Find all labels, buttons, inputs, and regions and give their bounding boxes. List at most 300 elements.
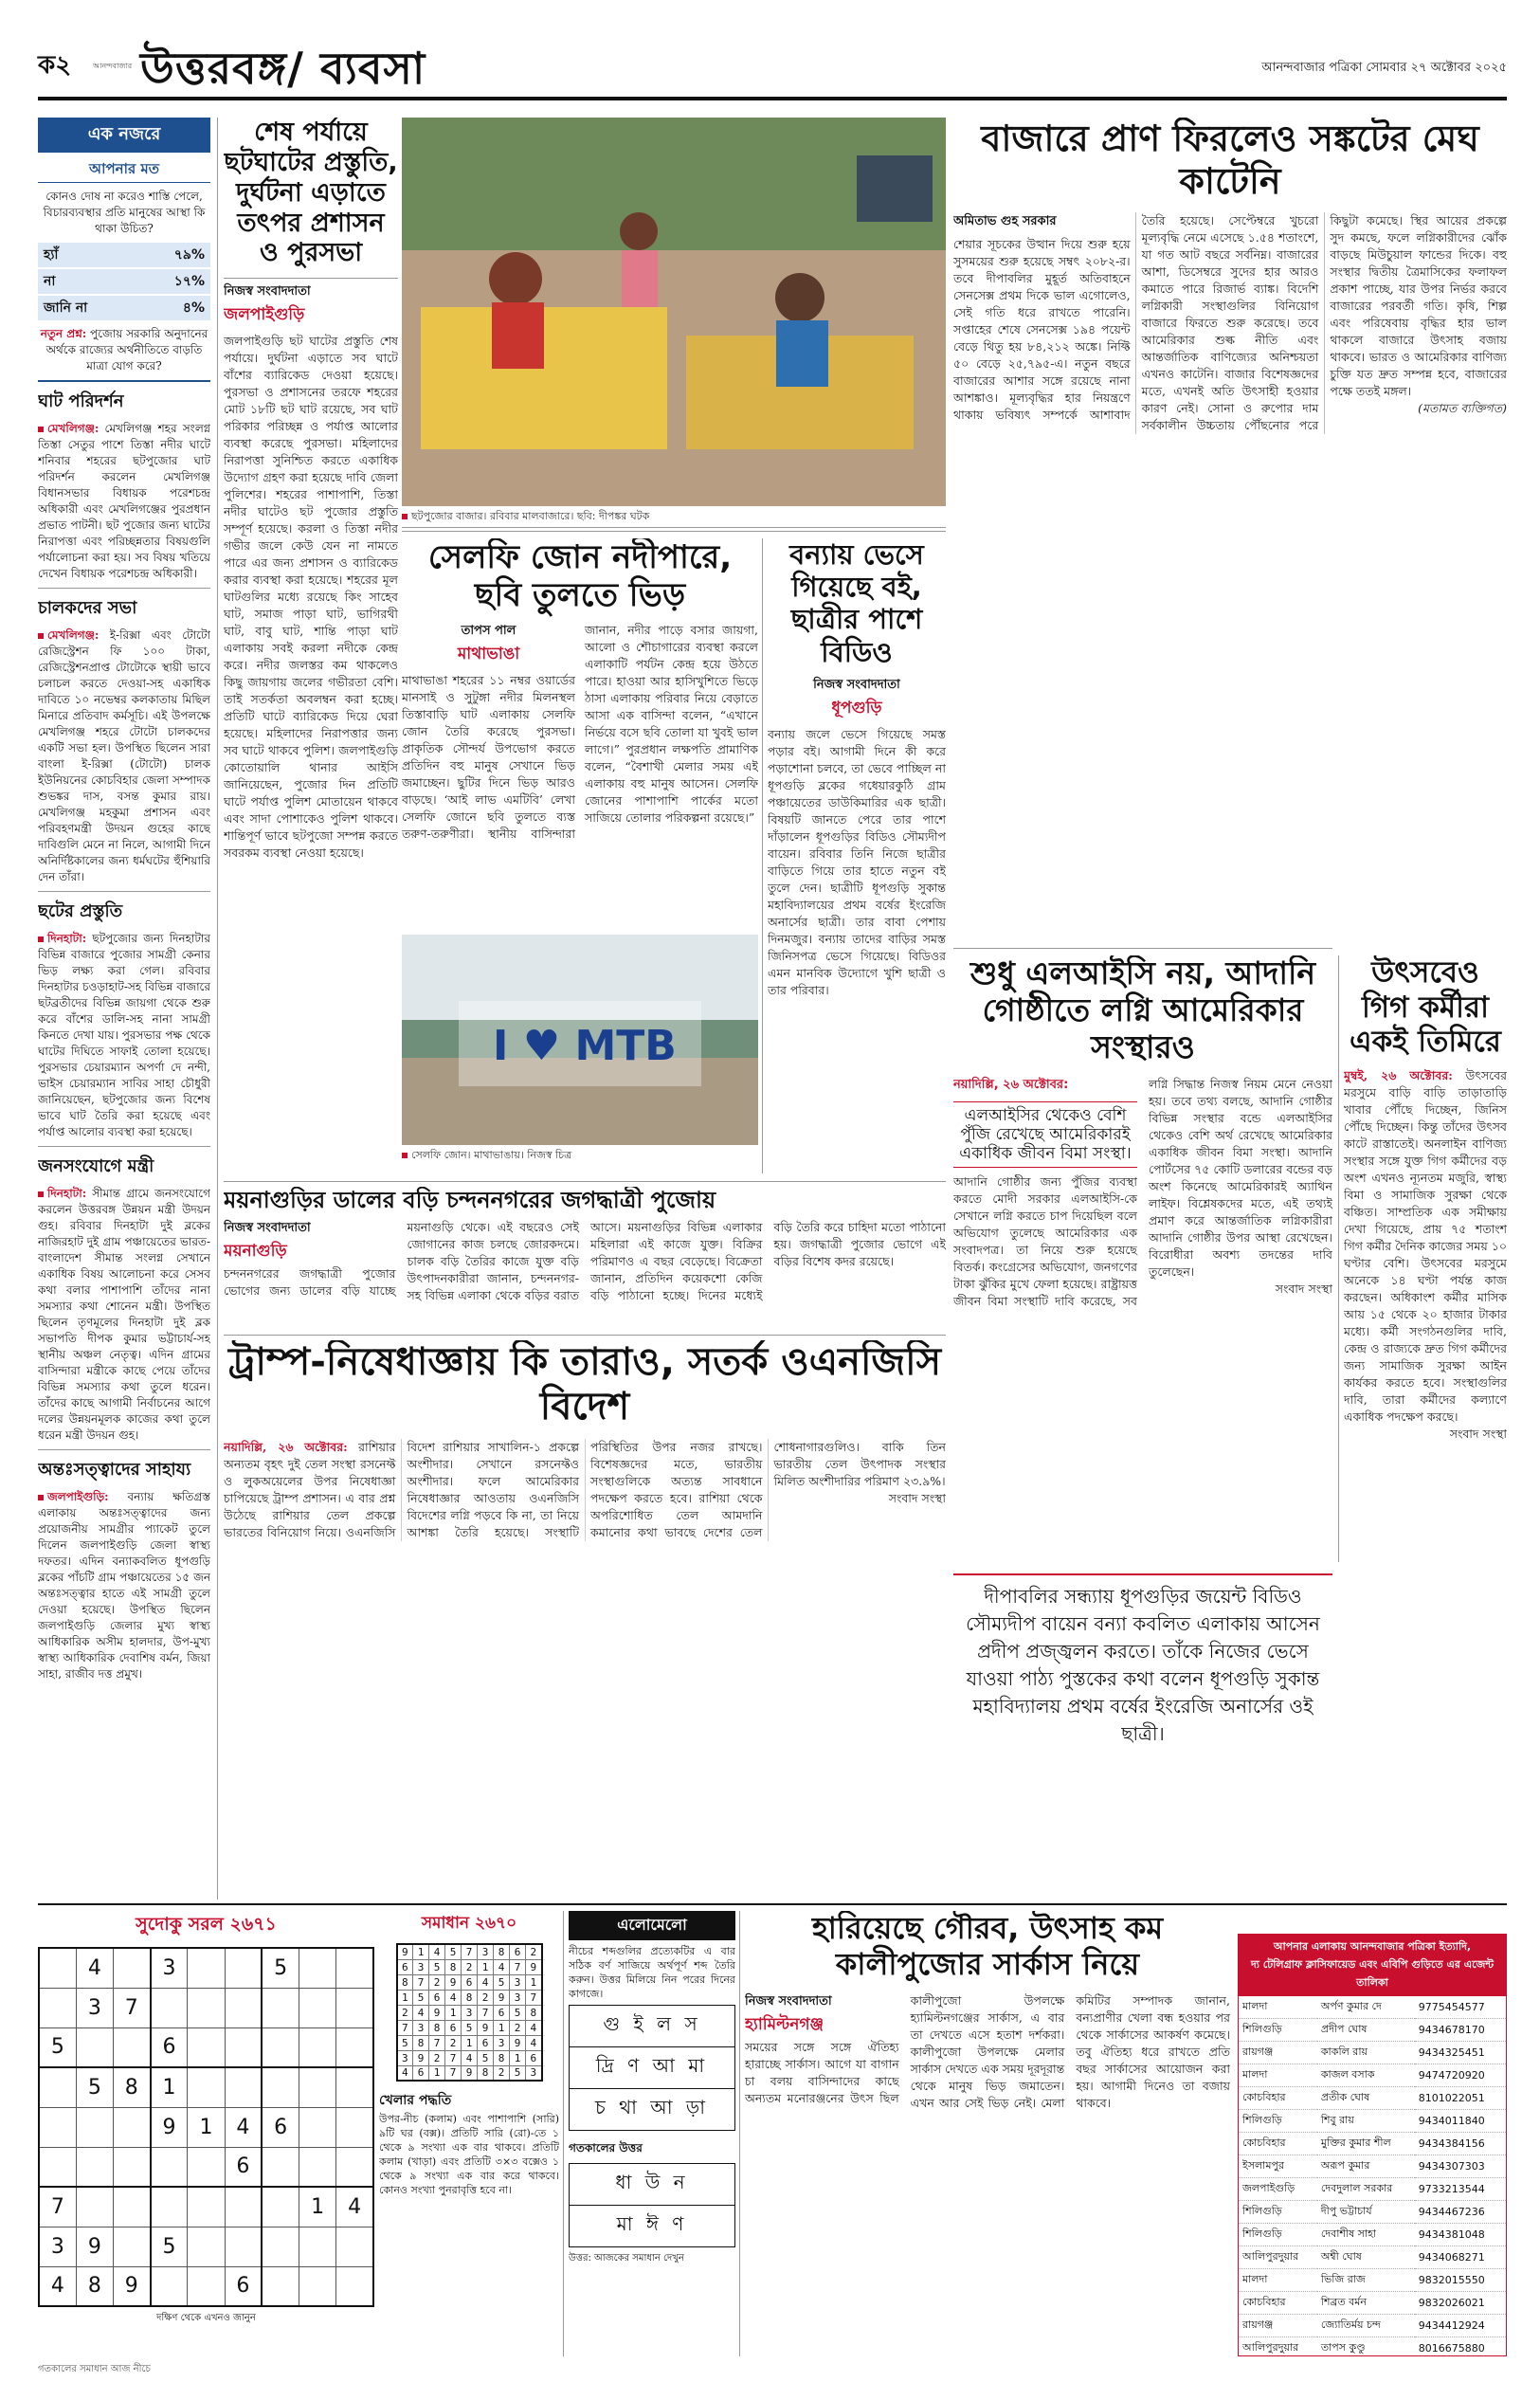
bazar-body-cols <box>953 212 1507 434</box>
sidebar-item: চালকদের সভা মেখলিগঞ্জ: ই-রিক্সা এবং টোটো রেজিস্ট্রেশন ফি ১০০ টাকা, রেজিস্ট্রেশনপ্রাপ্ত টোটোকে স্থায়ী ভাবে চলাচল করতে দেওয়া-সহ একাধিক দাবিতে ১০ নভেম্বর কলকাতায় মিছিল মিনারে প্রতিবাদ কর্মসূচি। এই উপলক্ষে মেখলিগঞ্জ শহরে টোটো চালকদের একটি সভা হল। উপস্থিত ছিলেন সারা বাংলা ই-রিক্সা (টোটো) চালক ইউনিয়নের কোচবিহার জেলা সম্পাদক শুভঙ্কর দাস, বসন্ত কুমার রায়। মেখলিগঞ্জ মহকুমা প্রশাসন এবং পরিবহণমন্ত্রী উদয়ন গুহের কাছে দাবিগুলি মেনে না নিলে, আগামী দিনে অনির্দিষ্টকালের জন্য ধর্মঘটের হুঁশিয়ারি দেন তাঁরা। <box>38 588 210 885</box>
sudoku-cell <box>188 1988 225 2027</box>
solution-cell: 1 <box>397 1990 413 2005</box>
agent-place: ইসলামপুর <box>1239 2155 1317 2178</box>
solution-cell: 2 <box>445 2035 462 2050</box>
sidebar-item: জনসংযোগে মন্ত্রী দিনহাটা: সীমান্ত গ্রামে জনসংযোগে করলেন উত্তরবঙ্গ উন্নয়ন মন্ত্রী উদয়ন গুহ। রবিবার দিনহাটা দুই ব্লকের নাজিরহাট দুই গ্রাম পঞ্চায়েতের ভারত-বাংলাদেশ সীমান্ত সংলগ্ন সেখানে একাধিক বিষয় আলোচনা করে সেসব কথা বলার পাশাপাশি তাঁদের নানা সমস্যার কথা শোনেন মন্ত্রী। উপস্থিত ছিলেন তৃণমূলের দিনহাটা দুই ব্লক সভাপতি দীপক কুমার ভট্টাচার্য-সহ স্থানীয় অঞ্চল নেতৃত্ব। এদিন গ্রামের বাসিন্দারা মন্ত্রীকে কাছে পেয়ে তাঁদের বিভিন্ন সমস্যার কথা তুলে ধরেন। তাঁদের কাছে আগামী নির্বাচনের আগে দলের উন্নয়নমূলক কাজের কথা তুলে ধরেন মন্ত্রী উদয়ন গুহ। <box>38 1146 210 1444</box>
solution-cell: 5 <box>462 2020 478 2035</box>
sudoku-cell <box>336 2227 373 2266</box>
agent-name: অশ্বী ঘোষ <box>1317 2246 1415 2269</box>
sudoku-cell: 6 <box>225 2147 262 2187</box>
solution-cell: 9 <box>429 2005 445 2020</box>
agent-name: ভিজি রাজ <box>1317 2269 1415 2292</box>
solution-cell-row <box>397 2065 542 2081</box>
agent-phone: 9434412924 <box>1415 2315 1506 2337</box>
solution-cell: 9 <box>397 1944 413 1959</box>
sudoku-cell <box>262 1988 299 2027</box>
solution-cell: 6 <box>462 1974 478 1990</box>
elomelo-answer-word: ধা উ ন <box>570 2164 734 2206</box>
sudoku-cell <box>336 2067 373 2107</box>
agent-phone: 9733213544 <box>1415 2178 1506 2201</box>
agent-row <box>1239 2064 1506 2087</box>
sidebar-item-title: জনসংযোগে মন্ত্রী <box>38 1156 154 1176</box>
bazar-signature: (মতামত ব্যক্তিগত) <box>1418 400 1507 415</box>
solution-cell: 5 <box>445 1944 462 1959</box>
moynaguri-dateline: ময়নাগুড়ি <box>224 1242 287 1262</box>
agent-name: তাপস কুণ্ডু <box>1317 2337 1415 2357</box>
sudoku-cell <box>39 1948 76 1988</box>
agent-phone: 8101022051 <box>1415 2087 1506 2110</box>
elomelo-words <box>569 2005 735 2131</box>
sudoku-cell <box>336 1988 373 2027</box>
agent-phone: 9434467236 <box>1415 2201 1506 2224</box>
issue-date: সোমবার ২৭ অক্টোবর ২০২৫ <box>1366 61 1507 75</box>
sudoku-cell: 1 <box>299 2187 336 2227</box>
sudoku-cell-row <box>39 2147 373 2187</box>
sudoku-cell: 5 <box>262 1948 299 1988</box>
moynaguri-body: চন্দননগরের জগদ্ধাত্রী পুজোর ভোগের জন্য ডালের বড়ি যাচ্ছে ময়নাগুড়ি থেকে। এই বছরেও সেই জোগানের কাজ চলছে জোরকদমে। চালক বড়ি তৈরির কাজে যুক্ত বড়ি উৎপাদনকারীরা জানান, চন্দননগর-সহ বিভিন্ন এলাকা থেকে বড়ির বরাত আসে। ময়নাগুড়ির বিভিন্ন এলাকার মহিলারা এই কাজে যুক্ত। বিক্রির পরিমাণও এ বছর বেড়েছে। বিক্রেতা জানান, প্রতিদিন কয়েকশো কেজি বড়ি পাঠানো হচ্ছে। দিনের মধ্যেই বড়ি তৈরি করে চাহিদা মতো পাঠানো হয়। জগদ্ধাত্রী পুজোর ভোগে এই বড়ির বিশেষ কদর রয়েছে। <box>224 1220 946 1303</box>
agent-place: কোচবিহার <box>1239 2087 1317 2110</box>
agent-row <box>1239 1996 1506 2019</box>
sudoku-cell <box>188 2147 225 2187</box>
solution-cell: 8 <box>494 2050 510 2065</box>
agent-name: অরূপ কুমার <box>1317 2155 1415 2178</box>
sudoku-cell: 8 <box>76 2266 113 2306</box>
solution-cell: 8 <box>397 1974 413 1990</box>
agent-place: শিলিগুড়ি <box>1239 2224 1317 2246</box>
selfie-sign: I ♥ MTB <box>493 1022 677 1070</box>
agent-phone: 9775454577 <box>1415 1996 1506 2019</box>
solution-cell: 5 <box>494 1974 510 1990</box>
agent-phone: 9474720920 <box>1415 2064 1506 2087</box>
sudoku-cell <box>299 1988 336 2027</box>
sudoku-cell <box>188 2227 225 2266</box>
selfie-dateline: মাথাভাঙা <box>457 645 520 664</box>
elomelo-word: দ্রি ণ আ মা <box>570 2047 734 2089</box>
sudoku-cell <box>188 1948 225 1988</box>
agent-name: মুক্তির কুমার শীল <box>1317 2133 1415 2155</box>
solution-cell: 9 <box>413 2050 429 2065</box>
footer-note: গতকালের সমাধান আজ নীচে <box>38 2364 151 2374</box>
agent-row <box>1239 2201 1506 2224</box>
solution-cell: 7 <box>445 2050 462 2065</box>
solution-cell: 4 <box>445 1990 462 2005</box>
chhat-body: জলপাইগুড়ি ছট ঘাটের প্রস্তুতি শেষ পর্যায়ে। দুর্ঘটনা এড়াতে সব ঘাটে বাঁশের ব্যারিকেড দেওয়া হয়েছে। পুরসভা ও প্রশাসনের তরফে শহরের মোট ১৮টি ছট ঘাট রয়েছে, সব ঘাট পরিকার পরিচ্ছন্ন ও পর্যাপ্ত আলোর ব্যবস্থা করেছে পুরসভা। মহিলাদের নিরাপত্তা সুনিশ্চিত করতে একাধিক উদ্যোগ গ্রহণ করা হয়েছে দাবি জেলা পুলিশের। শহরের পাশাপাশি, তিস্তা নদীর ঘাটেও ছট পুজোর প্রস্তুতি সম্পূর্ণ হয়েছে। করলা ও তিস্তা নদীর গভীর জলে কেউ যেন না নামতে পারে এর জন্য প্রশাসন ও ব্যারিকেড করার ব্যবস্থা করা হয়েছে। শহরের মূল ঘাটগুলির মধ্যে রয়েছে কিং সাহেব ঘাট, সমাজ পাড়া ঘাট, ভাগিরথী ঘাট, বাবু ঘাট, শান্তি পাড়া ঘাট এলাকায় সবই করলা নদীকে কেন্দ্র করে। নদীর জলস্তর কম থাকলেও কিছু জায়গায় জলের গভীরতা বেশি। তাই সতর্কতা অবলম্বন করা হচ্ছে। প্রতিটি ঘাটে ব্যারিকেড দিয়ে ঘেরা হয়েছে। মহিলাদের নিরাপত্তার জন্য সব ঘাটে থাকবে পুলিশ। জলপাইগুড়ি কোতোয়ালি থানার আইসি জানিয়েছেন, পুজোর দিন প্রতিটি ঘাটে পর্যাপ্ত পুলিশ মোতায়েন থাকবে এবং সাদা পোশাকেও পুলিশ থাকবে। শান্তিপূর্ণ ভাবে ছটপুজো সম্পন্ন করতে সবরকম ব্যবস্থা নেওয়া হয়েছে। <box>224 334 398 861</box>
sudoku-cell-row <box>39 2107 373 2147</box>
sudoku-grid <box>38 1947 374 2307</box>
agents-box <box>1238 1934 1507 2356</box>
agent-place: মালদা <box>1239 2269 1317 2292</box>
elomelo-intro: নীচের শব্দগুলির প্রত্যেকটির এ বার সঠিক বর্ণ সাজিয়ে অর্থপূর্ণ শব্দ তৈরি করুন। উত্তর মিলিয়ে নিন পরের দিনের কাগজে। <box>569 1945 735 2000</box>
sudoku-cell <box>113 2187 150 2227</box>
sudoku-cell: 3 <box>151 1948 188 1988</box>
solution-cell: 1 <box>478 1959 494 1974</box>
sudoku-cell <box>76 2147 113 2187</box>
sidebar-item-title: চালকদের সভা <box>38 598 137 618</box>
sudoku-cell <box>225 1988 262 2027</box>
agent-place: শিলিগুড়ি <box>1239 2019 1317 2042</box>
sudoku-cell: 5 <box>76 2067 113 2107</box>
sudoku-cell: 1 <box>188 2107 225 2147</box>
agent-place: জলপাইগুড়ি <box>1239 2178 1317 2201</box>
selfie-photo <box>402 935 758 1145</box>
agent-phone: 9434325451 <box>1415 2042 1506 2064</box>
sudoku-cell <box>113 2107 150 2147</box>
selfie-headline: সেলফি জোন নদীপারে, ছবি তুলতে ভিড় <box>427 538 733 615</box>
sidebar-item-title: ছটের প্রস্তুতি <box>38 901 123 921</box>
selfie-byline: তাপস পাল <box>461 624 516 639</box>
solution-cell: 6 <box>413 2065 429 2081</box>
flood-dateline: ধূপগুড়ি <box>831 698 882 718</box>
solution-cell: 4 <box>478 1974 494 1990</box>
agent-place: মালদা <box>1239 2064 1317 2087</box>
agent-place: রায়গঞ্জ <box>1239 2315 1317 2337</box>
agent-phone: 9832015550 <box>1415 2269 1506 2292</box>
sudoku-cell-row <box>39 2266 373 2306</box>
agents-table <box>1239 1996 1506 2356</box>
solution-cell: 3 <box>494 2035 510 2050</box>
solution-cell: 9 <box>510 2035 526 2050</box>
sudoku-cell: 6 <box>262 2107 299 2147</box>
next-question: নতুন প্রশ্ন: পুজোয় সরকারি অনুদানের অর্থকে রাজ্যের অর্থনীতিতে বাড়তি মাত্রা যোগ করে? <box>38 326 210 382</box>
solution-cell-row <box>397 1959 542 1974</box>
flood-pullquote <box>953 1573 1332 1886</box>
agent-row <box>1239 2110 1506 2133</box>
solution-cell: 4 <box>429 1944 445 1959</box>
sidebar-item: ঘাট পরিদর্শন মেখলিগঞ্জ: মেখলিগঞ্জ শহর সংলগ্ন তিস্তা সেতুর পাশে তিস্তা নদীর ঘাটে শনিবার শহরের ছটপুজোর ঘাট পরিদর্শন করলেন মেখলিগঞ্জ বিধানসভার বিধায়ক পরেশচন্দ্র অধিকারী এবং মেখলিগঞ্জের পুরপ্রধান প্রভাত পাটনী। ছট পুজোর জন্য ঘাটের নিরাপত্তা এবং পরিচ্ছন্নতার বিষয়গুলি পর্যালোচনা করা হয়। সব বিষয় খতিয়ে দেখেন বিধায়ক পরেশচন্দ্র অধিকারী। <box>38 388 210 582</box>
agent-row <box>1239 2087 1506 2110</box>
sudoku-cell <box>262 2187 299 2227</box>
lic-signature: সংবাদ সংস্থা <box>1275 1281 1332 1296</box>
sudoku-cell: 9 <box>76 2227 113 2266</box>
bazar-body: শেয়ার সূচকের উত্থান দিয়ে শুরু হয়ে সুসময়ের শুরু হয়েছে সম্বৎ ২০৮২-র। তবে দীপাবলির মুহূর্ত অতিবাহনে সেনসেক্স প্রথম দিকে ভাল এগোলেও, সেই গতি ধরে রাখতে পারেনি। সপ্তাহের শেষে সেনসেক্স ১৯৪ পয়েন্ট বেড়ে থিতু হয় ৮৪,২১২ অঙ্কে। নিফ্টি ৫০ বেড়ে ২৫,৭৯৫-এ। নতুন বছরে বাজারের আশার সঙ্গে রয়েছে নানা আশঙ্কাও। মূল্যবৃদ্ধির হার নিয়ন্ত্রণে থাকায় ভবিষ্যৎ সম্পর্কে আশাবাদ তৈরি হয়েছে। সেপ্টেম্বরে খুচরো মূল্যবৃদ্ধি নেমে এসেছে ১.৫৪ শতাংশে, যা গত আট বছরে সর্বনিম্ন। বাজারের আশা, ডিসেম্বরে সুদের হার আরও কমাতে পারে রিজার্ভ ব্যাঙ্ক। বিদেশি লগ্নিকারী সংস্থাগুলির বিনিয়োগ বাজারে ফিরতে শুরু করেছে। তবে আমেরিকার শুল্ক নীতি এবং আন্তর্জাতিক বাণিজ্যের অনিশ্চয়তা এখনও কাটেনি। বাজার বিশেষজ্ঞদের মতে, এখনই অতি উৎসাহী হওয়ার কারণ নেই। সোনা ও রুপোর দাম সর্বকালীন উচ্চতায় পৌঁছনোর পরে কিছুটা কমেছে। স্থির আয়ের প্রকল্পে সুদ কমছে, ফলে লগ্নিকারীদের ঝোঁক বাড়ছে মিউচুয়াল ফান্ডের দিকে। বহু সংস্থার দ্বিতীয় ত্রৈমাসিকের ফলাফল প্রকাশ পাচ্ছে, যার উপর নির্ভর করবে বাজারের পরবর্তী গতি। কৃষি, শিল্প এবং পরিষেবায় বৃদ্ধির হার ভাল থাকলে বাজারে উৎসাহ বজায় থাকবে। ভারত ও আমেরিকার বাণিজ্য চুক্তি যত দ্রুত সম্পন্ন হবে, বাজারের পক্ষে ততই মঙ্গল। <box>953 212 1507 432</box>
circus-body-cols <box>745 1992 1230 2112</box>
sidebar-item-title: ঘাট পরিদর্শন <box>38 391 124 411</box>
chhat-story <box>224 118 398 1177</box>
solution-cell: 4 <box>397 2065 413 2081</box>
trump-body-cols <box>224 1439 946 1541</box>
sudoku-cell <box>262 2266 299 2306</box>
solution-cell: 8 <box>462 1990 478 2005</box>
solution-cell: 2 <box>462 1959 478 1974</box>
lic-body-cols <box>953 1076 1332 1310</box>
circus-dateline: হ্যামিল্টনগঞ্জ <box>745 2014 824 2034</box>
chhat-headline: শেষ পর্যায়ে ছটঘাটের প্রস্তুতি, দুর্ঘটনা এড়াতে তৎপর প্রশাসন ও পুরসভা <box>224 118 398 268</box>
agent-place: আলিপুরদুয়ার <box>1239 2337 1317 2357</box>
solution-cell: 9 <box>445 1974 462 1990</box>
sudoku-cell: 1 <box>151 2067 188 2107</box>
chhat-byline: নিজস্ব সংবাদদাতা <box>224 278 398 302</box>
agent-name: দেবাশীষ সাহা <box>1317 2224 1415 2246</box>
solution-cell: 1 <box>429 2065 445 2081</box>
agent-name: কাজল বসাক <box>1317 2064 1415 2087</box>
solution-cell-row <box>397 1974 542 1990</box>
agent-phone: 9434678170 <box>1415 2019 1506 2042</box>
agent-name: শিবু রায় <box>1317 2110 1415 2133</box>
masthead-paper-date <box>1261 59 1507 79</box>
elomelo-answer-note: উত্তর: আজকের সমাধান দেখুন <box>569 2253 684 2264</box>
solution-cell: 9 <box>462 2065 478 2081</box>
agent-place: কোচবিহার <box>1239 2133 1317 2155</box>
solution-cell: 8 <box>478 2065 494 2081</box>
trump-story <box>224 1340 946 1900</box>
moynaguri-headline: ময়নাগুড়ির ডালের বড়ি চন্দননগরের জগদ্ধাত্রী পুজোয় <box>224 1187 716 1213</box>
sudoku-cell <box>113 2027 150 2067</box>
solution-cell: 7 <box>478 2005 494 2020</box>
solution-cell: 7 <box>462 1944 478 1959</box>
solution-cell-row <box>397 1944 542 1959</box>
flood-headline: বন্যায় ভেসে গিয়েছে বই, ছাত্রীর পাশে বিডিও <box>789 538 924 668</box>
solution-cell: 2 <box>510 2020 526 2035</box>
solution-cell: 2 <box>494 2065 510 2081</box>
solution-cell: 7 <box>510 1959 526 1974</box>
solution-cell: 3 <box>413 2020 429 2035</box>
agent-name: প্রতীক ঘোষ <box>1317 2087 1415 2110</box>
poll-row: জানি না ৪% <box>38 296 210 320</box>
sidebar-item: ছটের প্রস্তুতি দিনহাটা: ছটপুজোর জন্য দিনহাটার বিভিন্ন বাজারে পুজোর সামগ্রী কেনার ভিড় লক্ষ্য করা গেল। রবিবার দিনহাটার চওড়াহাট-সহ বিভিন্ন বাজারে ছটব্রতীদের বিভিন্ন জায়গা থেকে শুরু করে বাঁশের ডালি-সহ নানা সামগ্রী কিনতে দেখা যায়। পুরসভার পক্ষ থেকে ঘাটের দিঘিতে সাফাই তোলা হয়েছে। পুরসভার চেয়ারম্যান অপর্ণা দে নন্দী, ভাইস চেয়ারম্যান সাবির সাহা চৌধুরী জানিয়েছেন, ছটপুজোর জন্য বিশেষ ভাবে ঘাট তৈরি করা হয়েছে এবং পর্যাপ্ত আলোর ব্যবস্থা করা হয়েছে। <box>38 891 210 1140</box>
solution-cell: 7 <box>429 2035 445 2050</box>
elomelo-word: গু ই ল স <box>570 2006 734 2047</box>
sudoku-cell-row <box>39 2067 373 2107</box>
sudoku-cell: 7 <box>39 2187 76 2227</box>
elomelo-answer-word: মা ঈ ণ <box>616 2212 688 2235</box>
solution-cell: 8 <box>526 2005 542 2020</box>
circus-body: সময়ের সঙ্গে সঙ্গে ঐতিহ্য হারাচ্ছে সার্কাস। আগে যা বাগান চা বলয় বাসিন্দাদের কাছে অন্যতম মনোরঞ্জনের উৎস ছিল কালীপুজো উপলক্ষে হ্যামিল্টনগঞ্জের সার্কাস, এ বার তা দেখতে এসে হতাশ দর্শকরা। কালীপুজো উপলক্ষে মেলার সার্কাস দেখতে এক সময় দূরদূরান্ত থেকে মানুষ ভিড় জমাতেন। এখন আর সেই ভিড় নেই। মেলা কমিটির সম্পাদক জানান, বন্যপ্রাণীর খেলা বন্ধ হওয়ার পর থেকে সার্কাসের আকর্ষণ কমেছে। তবু ঐতিহ্য ধরে রাখতে প্রতি বছর সার্কাসের আয়োজন করা হয়। আগামী দিনেও তা বজায় থাকবে। <box>745 1992 1230 2110</box>
lic-body: আদানি গোষ্ঠীর জন্য পুঁজির ব্যবস্থা করতে মোদী সরকার এলআইসি-কে সেখানে লগ্নি করতে চাপ দিয়েছিল বলে অভিযোগ তুলেছে আমেরিকার এক সংবাদপত্র। তা নিয়ে শুরু হয়েছে বিতর্ক। কংগ্রেসের অভিযোগ, জনগণের টাকা ঝুঁকির মুখে ফেলা হয়েছে। রাষ্ট্রায়ত্ত জীবন বিমা সংস্থাটি দাবি করেছে, সব লগ্নি সিদ্ধান্ত নিজস্ব নিয়ম মেনে নেওয়া হয়। তবে তথ্য বলছে, আদানি গোষ্ঠীর বিভিন্ন সংস্থার বন্ডে এলআইসির থেকেও বেশি অর্থ রেখেছে আমেরিকার একাধিক জীবন বিমা সংস্থা। আদানি পোর্টসের ৭৫ কোটি ডলারের বন্ডের বড় অংশ কিনেছে আমেরিকারই অ্যাথিন লাইফ। বিশ্লেষকদের মতে, এই তথ্যই প্রমাণ করে আন্তর্জাতিক লগ্নিকারীরা আদানি গোষ্ঠীর উপর আস্থা রেখেছেন। বিরোধীরা অবশ্য তদন্তের দাবি তুলেছেন। <box>953 1076 1332 1308</box>
sudoku-cell <box>262 2227 299 2266</box>
solution-cell: 2 <box>397 2005 413 2020</box>
solution-cell: 3 <box>397 2050 413 2065</box>
agent-phone: 9434381048 <box>1415 2224 1506 2246</box>
sudoku-cell <box>299 2227 336 2266</box>
sudoku-solution <box>379 1911 559 2356</box>
sudoku-cell <box>113 1948 150 1988</box>
solution-cell: 6 <box>526 2050 542 2065</box>
agent-name: অর্পণ কুমার দে <box>1317 1996 1415 2019</box>
agent-name: জ্যোতির্ময় চন্দ <box>1317 2315 1415 2337</box>
solution-cell: 6 <box>510 1944 526 1959</box>
flood-byline: নিজস্ব সংবাদদাতা <box>813 677 900 692</box>
gig-headline: উৎসবেও গিগ কর্মীরা একই তিমিরে <box>1350 955 1501 1060</box>
solution-cell: 5 <box>397 2035 413 2050</box>
sudoku-cell: 4 <box>39 2266 76 2306</box>
poll-row: না ১৭% <box>38 269 210 294</box>
sudoku-footer: দক্ষিণ থেকে এখনও জানুন <box>156 2313 256 2323</box>
solution-cell: 1 <box>413 1944 429 1959</box>
sudoku-cell: 5 <box>151 2227 188 2266</box>
solution-cell: 7 <box>413 1974 429 1990</box>
solution-cell: 2 <box>478 1990 494 2005</box>
agents-header: আপনার এলাকায় আনন্দবাজার পত্রিকা ইত্যাদি, দ্য টেলিগ্রাফ ক্লাসিফায়েড এবং এবিপি গুড়িতে এর এজেন্ট তালিকা <box>1239 1935 1506 1996</box>
solution-cell: 5 <box>413 1990 429 2005</box>
sudoku-cell <box>299 2266 336 2306</box>
paper-small-logo: আনন্দবাজার <box>93 62 133 70</box>
sudoku-cell <box>151 2147 188 2187</box>
trump-signature: সংবাদ সংস্থা <box>888 1491 946 1506</box>
solution-cell: 7 <box>397 2020 413 2035</box>
solution-cell: 4 <box>526 2035 542 2050</box>
solution-cell-row <box>397 2020 542 2035</box>
sudoku-cell <box>39 2067 76 2107</box>
solution-cell: 1 <box>510 2050 526 2065</box>
moynaguri-story <box>224 1187 946 1329</box>
solution-cell-row <box>397 2005 542 2020</box>
sudoku-cell <box>151 2266 188 2306</box>
agent-phone: 9434384156 <box>1415 2133 1506 2155</box>
solution-cell: 3 <box>510 1990 526 2005</box>
rules-text: উপর-নীচ (কলাম) এবং পাশাপাশি (সারি) ৯টি ঘর (বক্স)। প্রতিটি সারি (রো)-তে ১ থেকে ৯ সংখ্যা এক বার থাকবে। প্রতিটি কলাম (খাড়া) এবং প্রতিটি ৩×৩ বক্সেও ১ থেকে ৯ সংখ্যা এক বার করে থাকবে। কোনও সংখ্যা পুনরাবৃত্তি হবে না। <box>379 2113 559 2196</box>
bazar-headline: বাজারে প্রাণ ফিরলেও সঙ্কটের মেঘ কাটেনি <box>981 118 1479 202</box>
sudoku-cell-row <box>39 2187 373 2227</box>
lic-dateline: নয়াদিল্লি, ২৬ অক্টোবর: <box>953 1077 1069 1092</box>
solution-cell: 9 <box>526 1959 542 1974</box>
bazar-byline: অমিতাভ গুহ সরকার <box>953 213 1057 228</box>
sudoku-cell <box>299 2027 336 2067</box>
sudoku-cell: 4 <box>225 2107 262 2147</box>
sudoku-cell <box>299 2107 336 2147</box>
sudoku-cell <box>225 2227 262 2266</box>
agent-phone: 9434307303 <box>1415 2155 1506 2178</box>
sudoku-cell: 6 <box>225 2266 262 2306</box>
agent-place: রায়গঞ্জ <box>1239 2042 1317 2064</box>
sudoku-cell <box>262 2027 299 2067</box>
sudoku-cell <box>336 1948 373 1988</box>
sudoku-cell-row <box>39 2227 373 2266</box>
photo1-caption: ছটপুজোর বাজার। রবিবার মালবাজারে। ছবি: দীপঙ্কর ঘটক <box>402 510 946 528</box>
solution-cell-row <box>397 2050 542 2065</box>
solution-cell: 8 <box>445 1959 462 1974</box>
sudoku-cell <box>225 2067 262 2107</box>
selfie-body: মাথাভাঙা শহরের ১১ নম্বর ওয়ার্ডের মানসাই ও সুটুঙ্গা নদীর মিলনস্থল তিস্তাবাড়ি ঘাট এলাকায় সেলফি জোন তৈরি করেছে পুরসভা। প্রাকৃতিক সৌন্দর্য উপভোগ করতে প্রতিদিন বহু মানুষ সেখানে ভিড় জমাচ্ছেন। ছুটির দিনে ভিড় আরও বাড়ছে। ‘আই লাভ এমটিবি’ লেখা সেলফি জোনে ছবি তুলতে ব্যস্ত তরুণ-তরুণীরা। স্থানীয় বাসিন্দারা জানান, নদীর পাড়ে বসার জায়গা, আলো ও শৌচাগারের ব্যবস্থা করলে এলাকাটি পর্যটন কেন্দ্র হয়ে উঠতে পারে। হাওয়া আর হাসিখুশিতে ভিড়ে ঠাসা এলাকায় পরিবার নিয়ে বেড়াতে আসা এক বাসিন্দা বলেন, “এখানে নির্ভয়ে বসে ছবি তোলা যা খুবই ভাল লাগে।” পুরপ্রধান লক্ষপতি প্রামাণিক বলেন, “বৈশাখী মেলার সময় এই এলাকায় বহু মানুষ আসেন। সেলফি জোনের পাশাপাশি পার্কের মতো সাজিয়ে তোলার পরিকল্পনা রয়েছে।” <box>402 623 758 842</box>
section-title: উত্তরবঙ্গ/ ব্যবসা <box>140 43 426 94</box>
agent-place: কোচবিহার <box>1239 2292 1317 2315</box>
agent-place: শিলিগুড়ি <box>1239 2110 1317 2133</box>
agent-place: মালদা <box>1239 1996 1317 2019</box>
solution-cell: 9 <box>494 1990 510 2005</box>
agent-phone: 9434068271 <box>1415 2246 1506 2269</box>
agent-place: শিলিগুড়ি <box>1239 2201 1317 2224</box>
sudoku-cell <box>188 2266 225 2306</box>
sudoku-cell <box>39 2107 76 2147</box>
elomelo-answers <box>569 2163 735 2247</box>
flood-body: বন্যায় জলে ভেসে গিয়েছে সমস্ত পড়ার বই। আগামী দিনে কী করে পড়াশোনা চলবে, তা ভেবে পাচ্ছিল না ধূপগুড়ি ব্লকের গধেয়ারকুঠি গ্রাম পঞ্চায়েতের ডাউকিমারির এক ছাত্রী। বিষয়টি জানতে পেরে তার পাশে দাঁড়ালেন ধূপগুড়ির বিডিও সৌম্যদীপ বায়েন। রবিবার তিনি নিজে ছাত্রীর বাড়িতে গিয়ে তার হাতে নতুন বই তুলে দেন। ছাত্রীটি ধূপগুড়ি সুকান্ত মহাবিদ্যালয়ের প্রথম বর্ষের ইংরেজি অনার্সের ছাত্রী। তার বাবা পেশায় দিনমজুর। বন্যায় তাদের বাড়ির সমস্ত জিনিসপত্র ভেসে গিয়েছে। বিডিওর এমন মানবিক উদ্যোগে খুশি ছাত্রী ও তার পরিবার। <box>768 726 946 997</box>
sudoku-cell: 3 <box>76 1988 113 2027</box>
sudoku-cell <box>299 2147 336 2187</box>
agent-row <box>1239 2178 1506 2201</box>
ek-najore-banner: এক নজরে <box>38 118 210 153</box>
bazar-story <box>953 118 1507 942</box>
sudoku-cell <box>76 2027 113 2067</box>
agent-phone: 9832026021 <box>1415 2292 1506 2315</box>
gig-body: মুম্বই, ২৬ অক্টোবর: উৎসবের মরসুমে বাড়ি বাড়ি তাড়াতাড়ি খাবার পৌঁছে দিচ্ছেন, জিনিস পৌঁছে দিচ্ছেন। কিন্তু তাঁদের উৎসব কাটে রাস্তাতেই। অনলাইন বাণিজ্য সংস্থার সঙ্গে যুক্ত গিগ কর্মীদের বড় অংশ এখনও ন্যূনতম মজুরি, স্বাস্থ্য বিমা ও সামাজিক সুরক্ষা থেকে বঞ্চিত। সাম্প্রতিক এক সমীক্ষায় দেখা গিয়েছে, প্রায় ৭৫ শতাংশ গিগ কর্মীর দৈনিক কাজের সময় ১০ ঘণ্টার বেশি। উৎসবের মরসুমে অনেকে ১৪ ঘণ্টা পর্যন্ত কাজ করছেন। অধিকাংশ কর্মীর মাসিক আয় ১৫ থেকে ২০ হাজার টাকার মধ্যে। কর্মী সংগঠনগুলির দাবি, কেন্দ্র ও রাজ্যকে দ্রুত গিগ কর্মীদের জন্য সামাজিক সুরক্ষা আইন কার্যকর করতে হবে। সংস্থাগুলির দাবি, তারা কর্মীদের কল্যাণে একাধিক পদক্ষেপ করছে। <box>1344 1067 1507 1424</box>
agent-row <box>1239 2224 1506 2246</box>
page-number: ক২ <box>38 51 72 80</box>
sudoku-cell: 6 <box>151 2027 188 2067</box>
agent-row <box>1239 2337 1506 2357</box>
agent-phone: 9434011840 <box>1415 2110 1506 2133</box>
solution-cell: 5 <box>429 1959 445 1974</box>
sudoku-cell <box>39 2147 76 2187</box>
sudoku-cell-row <box>39 2027 373 2067</box>
sudoku-cell: 9 <box>151 2107 188 2147</box>
solution-cell: 4 <box>413 2005 429 2020</box>
poll-question: কোনও দোষ না করেও শাস্তি পেলে, বিচারব্যবস্থার প্রতি মানুষের আস্থা কি থাকা উচিত? <box>43 190 206 235</box>
sudoku-cell <box>151 1988 188 2027</box>
masthead <box>38 32 1507 100</box>
selfie-body-cols <box>402 622 758 843</box>
sudoku-cell <box>113 2147 150 2187</box>
sudoku-cell: 7 <box>113 1988 150 2027</box>
solution-cell: 6 <box>478 2035 494 2050</box>
solution-cell: 8 <box>413 2035 429 2050</box>
trump-body: নয়াদিল্লি, ২৬ অক্টোবর: রাশিয়ার অন্যতম বৃহৎ দুই তেল সংস্থা রসনেফ্ট ও লুকঅয়েলের উপর নিষেধাজ্ঞা চাপিয়েছে ট্রাম্প প্রশাসন। এ বার প্রশ্ন উঠেছে রাশিয়ার তেল প্রকল্পে ভারতের বিনিয়োগ নিয়ে। ওএনজিসি বিদেশ রাশিয়ার সাখালিন-১ প্রকল্পে অংশীদার। সেখানে রসনেফ্টও অংশীদার। ফলে আমেরিকার নিষেধাজ্ঞার আওতায় ওএনজিসি বিদেশের লগ্নি পড়বে কি না, তা নিয়ে আশঙ্কা তৈরি হয়েছে। সংস্থাটি পরিস্থিতির উপর নজর রাখছে। বিশেষজ্ঞদের মতে, ভারতীয় সংস্থাগুলিকে অত্যন্ত সাবধানে পদক্ষেপ করতে হবে। রাশিয়া থেকে অপরিশোধিত তেল আমদানি কমানোর কথা ভাবছে দেশের তেল শোধনাগারগুলিও। বাকি তিন ভারতীয় তেল উৎপাদক সংস্থার মিলিত অংশীদারির পরিমাণ ২৩.৯%। <box>224 1440 946 1540</box>
solution-cell: 7 <box>526 1990 542 2005</box>
solution-cell-row <box>397 1990 542 2005</box>
sudoku-cell: 4 <box>336 2187 373 2227</box>
agent-name: দীপু ভট্টাচার্য <box>1317 2201 1415 2224</box>
sudoku-cell <box>225 2027 262 2067</box>
lic-box: এলআইসির থেকেও বেশি পুঁজি রেখেছে আমেরিকারই একাধিক জীবন বিমা সংস্থা। <box>953 1101 1137 1168</box>
solution-cell: 6 <box>397 1959 413 1974</box>
sidebar <box>38 118 210 1900</box>
solution-cell: 8 <box>494 1944 510 1959</box>
solution-cell: 3 <box>413 1959 429 1974</box>
elomelo-puzzle <box>569 1911 735 2356</box>
sudoku-cell <box>262 2147 299 2187</box>
market-photo-illustration <box>402 118 946 506</box>
lic-story <box>953 955 1332 1562</box>
flood-pullquote-text: দীপাবলির সন্ধ্যায় ধূপগুড়ির জয়েন্ট বিডিও সৌম্যদীপ বায়েন বন্যা কবলিত এলাকায় আসেন প্রদীপ প্রজ্জ্বলন করতে। তাঁকে নিজের ভেসে যাওয়া পাঠ্য পুস্তকের কথা বলেন ধূপগুড়ি সুকান্ত মহাবিদ্যালয় প্রথম বর্ষের ইংরেজি অনার্সের ওই ছাত্রী। <box>966 1585 1320 1745</box>
sudoku-cell: 5 <box>39 2027 76 2067</box>
sudoku-cell <box>336 2027 373 2067</box>
solution-cell: 3 <box>478 1944 494 1959</box>
sudoku-cell-row <box>39 1948 373 1988</box>
sudoku-cell <box>151 2187 188 2227</box>
sudoku-cell: 8 <box>113 2067 150 2107</box>
rules-title: খেলার পদ্ধতি <box>379 2093 452 2108</box>
solution-cell: 5 <box>510 2005 526 2020</box>
moynaguri-body-cols <box>224 1219 946 1304</box>
solution-cell: 5 <box>478 2050 494 2065</box>
sudoku-cell: 9 <box>113 2266 150 2306</box>
agent-phone: 8016675880 <box>1415 2337 1506 2357</box>
solution-cell: 2 <box>429 2050 445 2065</box>
sidebar-item: অন্তঃসত্ত্বাদের সাহায্য জলপাইগুড়ি: বন্যায় ক্ষতিগ্রস্ত এলাকায় অন্তঃসত্ত্বাদের জন্য প্রয়োজনীয় সামগ্রীর প্যাকেট তুলে দিলেন জলপাইগুড়ি জেলা স্বাস্থ্য দফতর। এদিন বন্যাকবলিত ধূপগুড়ি ব্লকের পাঁচটি গ্রাম পঞ্চায়েতের ১৫ জন অন্তঃসত্ত্বার হাতে এই সামগ্রী তুলে দেওয়া হয়েছে। উপস্থিত ছিলেন জলপাইগুড়ি জেলার মুখ্য স্বাস্থ্য আধিকারিক অসীম হালদার, উপ-মুখ্য স্বাস্থ্য আধিকারিক দেবাশিষ বর্মন, জিয়া সাহা, রাজীব দত্ত প্রমুখ। <box>38 1449 210 1682</box>
sudoku-cell <box>225 1948 262 1988</box>
poll-row: হ্যাঁ ৭৯% <box>38 243 210 267</box>
solution-cell: 1 <box>494 2020 510 2035</box>
paper-name: আনন্দবাজার পত্রিকা <box>1261 61 1363 75</box>
sudoku-cell <box>76 2187 113 2227</box>
solution-cell: 3 <box>510 1974 526 1990</box>
chhat-dateline: জলপাইগুড়ি <box>224 305 305 325</box>
agent-row <box>1239 2292 1506 2315</box>
sudoku-cell <box>336 2107 373 2147</box>
solution-grid <box>396 1943 543 2082</box>
sudoku-cell <box>336 2266 373 2306</box>
chhat-market-photo <box>402 118 946 506</box>
sudoku-cell <box>225 2187 262 2227</box>
solution-title: সমাধান ২৬৭০ <box>421 1914 517 1933</box>
solution-cell: 4 <box>494 1959 510 1974</box>
sudoku-title: সুদোকু সরল ২৬৭১ <box>136 1914 277 1935</box>
elomelo-answer-label: গতকালের উত্তর <box>569 2141 643 2155</box>
solution-cell: 4 <box>462 2050 478 2065</box>
sudoku-cell <box>39 1988 76 2027</box>
agent-row <box>1239 2315 1506 2337</box>
agent-row <box>1239 2155 1506 2178</box>
agent-name: দেবদুলাল সরকার <box>1317 2178 1415 2201</box>
solution-cell: 6 <box>494 2005 510 2020</box>
